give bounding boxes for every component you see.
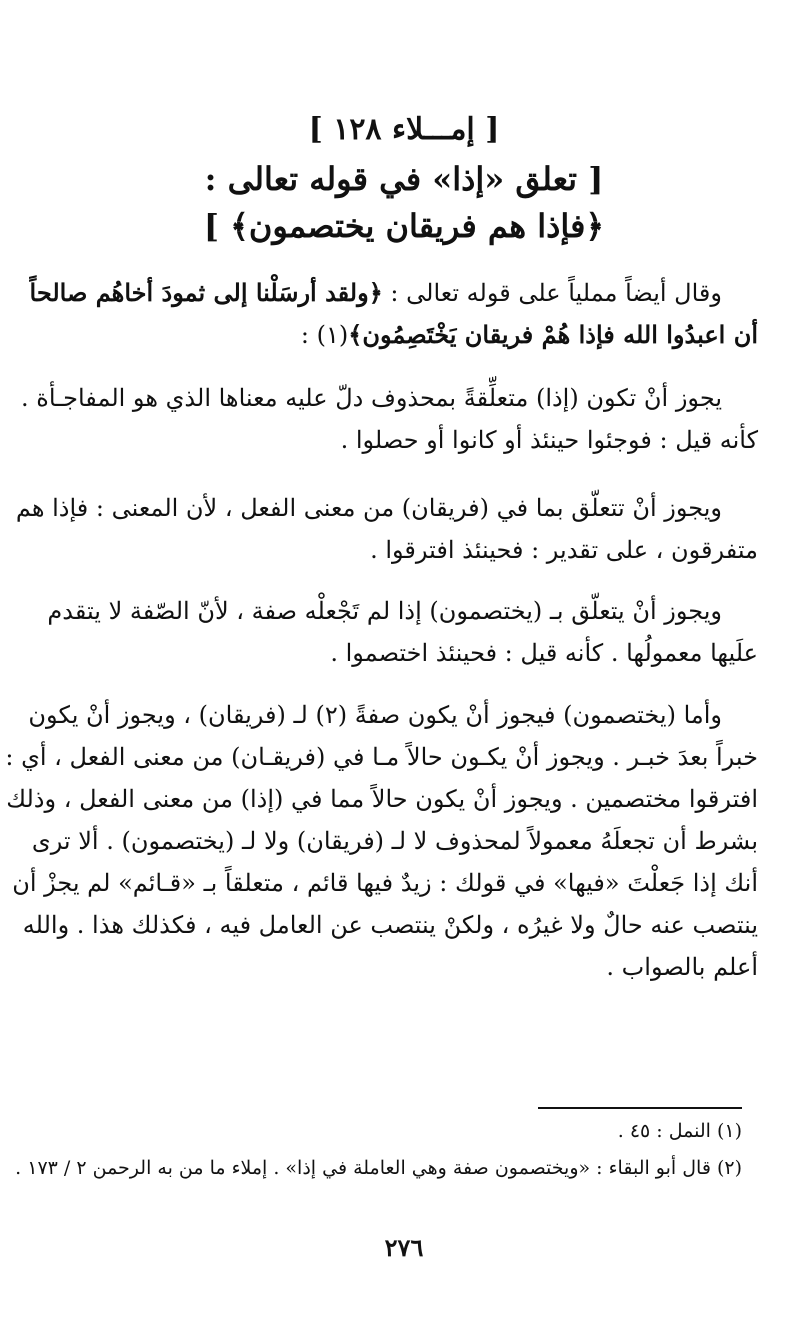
paragraph-2-line-1: ويجوز أنْ تتعلّق بما في (فريقان) من معنى الفعل ، لأن المعنى : فإذا هم — [15, 494, 722, 522]
intro-text: وقال أيضاً مملياً على قوله تعالى : — [382, 279, 722, 307]
paragraph-3-line-2: علَيها معمولُها . كأنه قيل : فحينئذ اختصموا . — [330, 639, 758, 667]
quran-quote-start: ﴿ولقد أرسَلْنا إلى ثمودَ أخاهُم صالحاً — [29, 278, 383, 307]
paragraph-4-line-2: خبراً بعدَ خبـر . ويجوز أنْ يكـون حالاً مـا في (فريقـان) من معنى الفعل ، أي : — [5, 743, 758, 771]
paragraph-4-line-6: ينتصب عنه حالٌ ولا غيرُه ، ولكنْ ينتصب عن العامل فيه ، فكذلك هذا . والله — [22, 911, 758, 939]
topic-heading: [ تعلق «إذا» في قوله تعالى : — [204, 160, 604, 198]
paragraph-3 — [47, 590, 758, 674]
paragraph-4-line-1: وأما (يختصمون) فيجوز أنْ يكون صفةً (٢) لـ (فريقان) ، ويجوز أنْ يكون — [28, 701, 722, 729]
footnote-1: (١) النمل : ٤٥ . — [617, 1120, 742, 1142]
paragraph-1-line-2: كأنه قيل : فوجئوا حينئذ أو كانوا أو حصلوا . — [340, 426, 758, 454]
footnote-divider — [538, 1107, 742, 1109]
paragraph-4 — [5, 694, 758, 988]
paragraph-1 — [20, 377, 758, 461]
paragraph-4-line-3: افترقوا مختصمين . ويجوز أنْ يكون حالاً مما في (إذا) من معنى الفعل ، وذلك — [6, 785, 758, 813]
paragraph-4-line-5: أنك إذا جَعلْتَ «فيها» في قولك : زيدٌ فيها قائم ، متعلقاً بـ «قـائم» لم يجزْ أن — [12, 869, 758, 897]
paragraph-4-line-4: بشرط أن تجعلَهُ معمولاً لمحذوف لا لـ (فريقان) ولا لـ (يختصمون) . ألا ترى — [31, 827, 758, 855]
paragraph-3-line-1: ويجوز أنْ يتعلّق بـ (يختصمون) إذا لم تَجْعلْه صفة ، لأنّ الصّفة لا يتقدم — [47, 597, 722, 625]
footnote-2: (٢) قال أبو البقاء : «ويختصمون صفة وهي العاملة في إذا» . إملاء ما من به الرحمن ٢ / ١٧٣ . — [15, 1157, 742, 1179]
footnote-ref-1: (١) : — [300, 321, 349, 349]
verse-heading: ﴿فإذا هم فريقان يختصمون﴾ ] — [203, 207, 605, 245]
page-number: ٢٧٦ — [384, 1233, 424, 1262]
intro-line-1 — [29, 272, 758, 314]
intro-paragraph — [29, 272, 758, 356]
paragraph-2 — [15, 487, 758, 571]
paragraph-2-line-2: متفرقون ، على تقدير : فحينئذ افترقوا . — [370, 536, 758, 564]
paragraph-4-line-7: أعلم بالصواب . — [606, 953, 758, 981]
paragraph-1-line-1: يجوز أنْ تكون (إذا) متعلِّقةً بمحذوف دلّ عليه معناها الذي هو المفاجـأة . — [20, 384, 722, 412]
quran-quote-end: أن اعبدُوا الله فإذا هُمْ فريقان يَخْتَصِمُون﴾ — [348, 320, 758, 349]
dictation-number-heading: [ إمـــلاء ١٢٨ ] — [308, 112, 500, 147]
intro-line-2 — [50, 314, 758, 356]
